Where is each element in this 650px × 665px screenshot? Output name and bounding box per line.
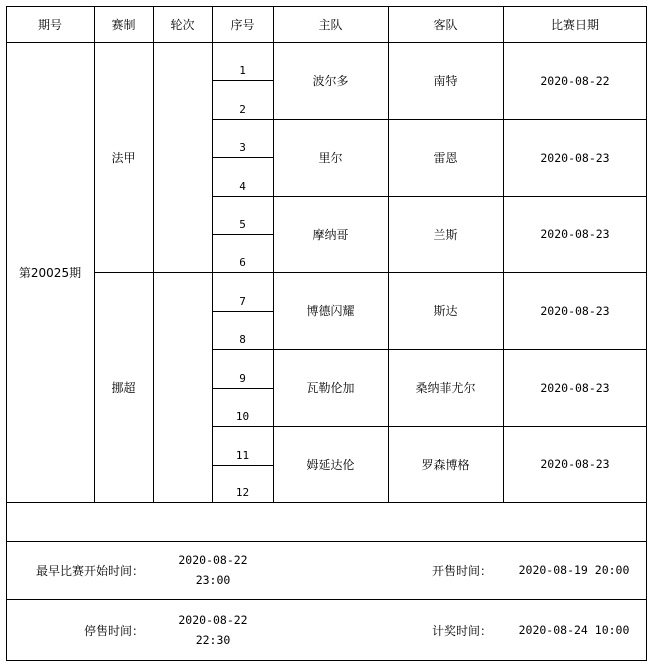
match-home-team: 里尔 — [318, 151, 343, 165]
period-value: 第20025期 — [18, 265, 82, 280]
match-away-team: 南特 — [433, 74, 458, 88]
sale-stop-date: 2020-08-22 — [178, 613, 248, 627]
match-date: 2020-08-22 — [540, 73, 610, 88]
seq-number: 2 — [239, 103, 246, 116]
league-name: 挪超 — [111, 380, 136, 395]
seq-number: 12 — [235, 486, 250, 499]
sale-stop-value — [170, 599, 256, 661]
seq-number: 5 — [239, 218, 246, 231]
match-away-team: 斯达 — [433, 304, 458, 318]
prize-time-label: 计奖时间： — [431, 623, 492, 638]
match-home-team: 摩纳哥 — [312, 227, 349, 242]
earliest-start-date: 2020-08-22 — [178, 553, 248, 567]
match-date: 2020-08-23 — [540, 457, 610, 471]
header-round: 轮次 — [170, 17, 195, 32]
earliest-start-label: 最早比赛开始时间： — [35, 563, 144, 578]
league-name: 法甲 — [111, 150, 136, 165]
match-date: 2020-08-23 — [540, 150, 610, 165]
header-away: 客队 — [433, 17, 458, 32]
league-round — [153, 42, 212, 272]
league-round — [153, 272, 212, 502]
earliest-start-time: 23:00 — [195, 573, 231, 587]
sale-stop-label: 停售时间： — [83, 623, 144, 638]
match-home-team: 瓦勒伦加 — [306, 381, 355, 395]
seq-number: 6 — [239, 256, 246, 269]
match-date: 2020-08-23 — [540, 303, 610, 318]
header-period: 期号 — [37, 17, 62, 32]
seq-number: 9 — [239, 372, 246, 385]
seq-number: 4 — [239, 180, 246, 193]
seq-number: 11 — [235, 449, 250, 462]
match-away-team: 兰斯 — [433, 227, 458, 242]
match-date: 2020-08-23 — [540, 380, 610, 395]
sale-start-value: 2020-08-19 20:00 — [518, 563, 630, 577]
match-home-team: 姆延达伦 — [306, 457, 355, 472]
match-home-team: 博德闪耀 — [306, 304, 355, 318]
seq-number: 10 — [235, 410, 250, 423]
match-away-team: 桑纳菲尤尔 — [415, 381, 476, 395]
seq-number: 7 — [239, 295, 246, 308]
header-seq: 序号 — [230, 17, 255, 32]
match-away-team: 罗森博格 — [421, 457, 470, 472]
header-format: 赛制 — [111, 17, 136, 32]
prize-time-value: 2020-08-24 10:00 — [518, 623, 630, 637]
match-date: 2020-08-23 — [540, 227, 610, 241]
seq-number: 1 — [239, 64, 246, 77]
header-date: 比赛日期 — [550, 17, 599, 32]
match-home-team: 波尔多 — [312, 74, 349, 88]
seq-number: 3 — [239, 141, 246, 154]
header-home: 主队 — [318, 17, 343, 32]
match-away-team: 雷恩 — [433, 151, 458, 165]
earliest-start-value — [170, 541, 256, 599]
sale-stop-time: 22:30 — [195, 633, 231, 647]
sale-start-label: 开售时间： — [431, 563, 492, 578]
seq-number: 8 — [239, 333, 246, 346]
